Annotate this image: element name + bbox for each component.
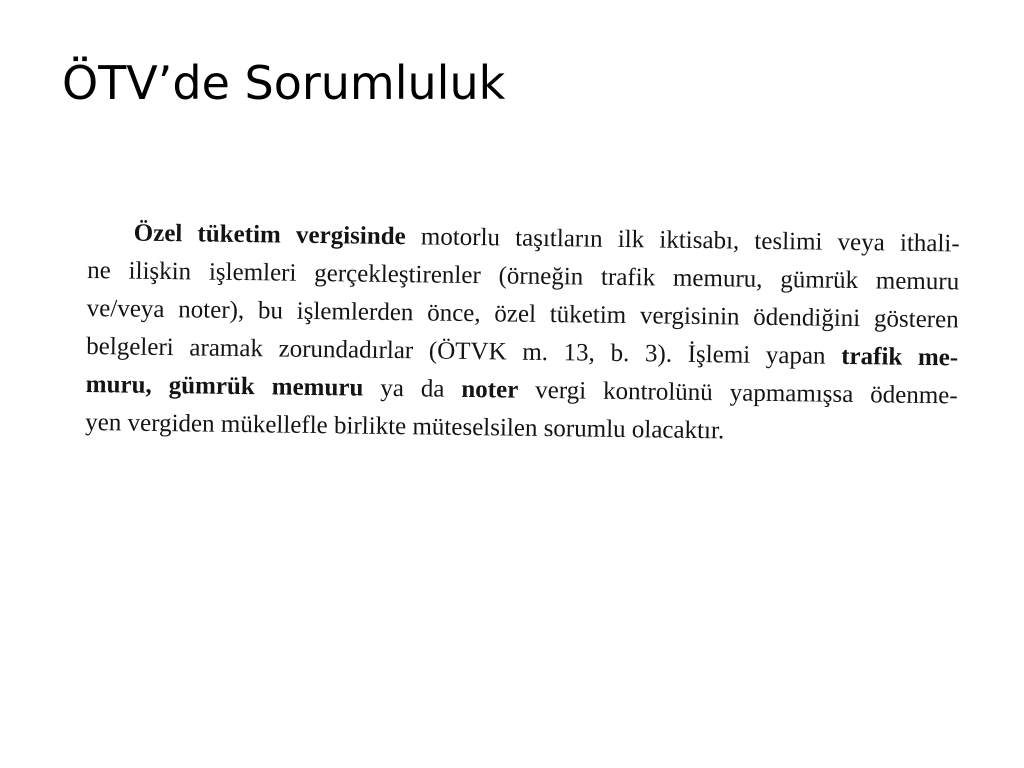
excerpt-text: ve/veya noter), bu işlemlerden önce, özel tüketim vergisinin ödendiğini gösteren: [86, 294, 959, 334]
excerpt-bold-text: Özel tüketim vergisinde: [133, 219, 406, 251]
excerpt-text: vergi kontrolünü yapmamışsa ödenme-: [518, 376, 958, 410]
excerpt-bold-text: muru, gümrük memuru: [85, 370, 364, 402]
excerpt-text: ya da: [363, 374, 462, 403]
excerpt-bold-text: trafik me-: [841, 342, 959, 372]
slide-title: ÖTV’de Sorumluluk: [62, 56, 506, 110]
excerpt-bold-text: noter: [461, 375, 519, 404]
scanned-text-excerpt: [85, 214, 960, 453]
excerpt-text: yen vergiden mükellefle birlikte müteselsilen sorumlu olacaktır.: [85, 408, 725, 445]
excerpt-text: motorlu taşıtların ilk iktisabı, teslimi veya ithali-: [405, 223, 960, 258]
excerpt-text: ne ilişkin işlemleri gerçekleştirenler (örneğin trafik memuru, gümrük memuru: [87, 256, 960, 296]
excerpt-text: belgeleri aramak zorundadırlar (ÖTVK m. 13, b. 3). İşlemi yapan: [86, 332, 842, 370]
